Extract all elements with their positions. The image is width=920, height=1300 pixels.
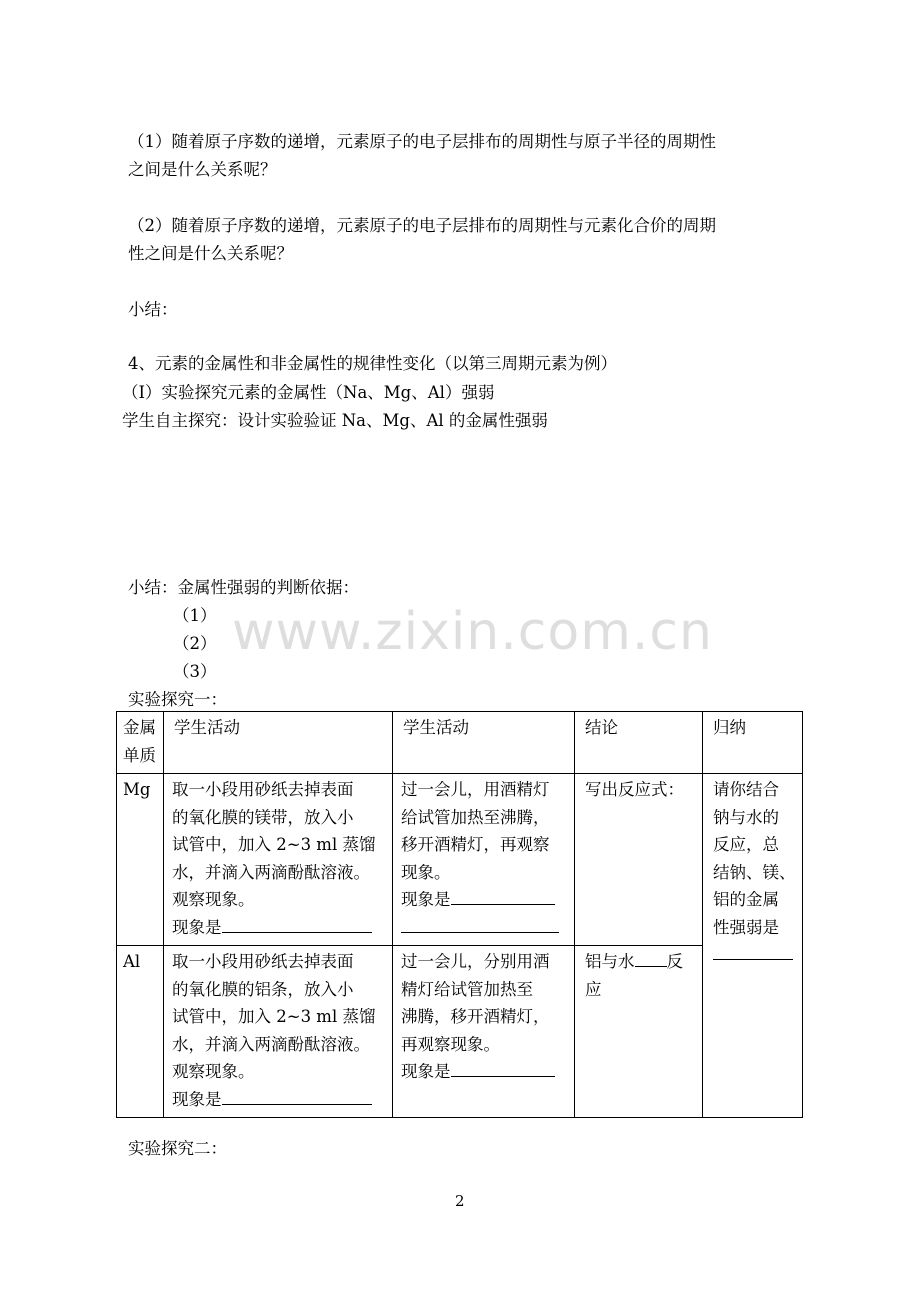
metal-cell: Mg xyxy=(117,774,164,946)
question-1-line-1: （1）随着原子序数的递增，元素原子的电子层排布的周期性与原子半径的周期性 xyxy=(128,132,716,151)
result-line xyxy=(401,1058,569,1086)
student-explore-text: 学生自主探究：设计实验验证 Na、Mg、Al 的金属性强弱 xyxy=(122,411,548,430)
criteria-item-1: （1） xyxy=(173,606,217,625)
answer-blank[interactable] xyxy=(635,948,667,967)
header-conclusion: 结论 xyxy=(575,712,703,774)
metal-cell: Al xyxy=(117,946,164,1118)
answer-blank[interactable] xyxy=(451,1058,555,1077)
result-label: 现象是 xyxy=(172,1089,222,1109)
activity-line: 观察现象。 xyxy=(172,890,255,909)
question-1-line-2: 之间是什么关系呢？ xyxy=(128,160,277,179)
result-line-extra xyxy=(401,914,569,942)
activity-line: 精灯给试管加热至 xyxy=(401,979,533,999)
summary-line: 钠与水的 xyxy=(713,807,779,827)
section-4-heading: 4、元素的金属性和非金属性的规律性变化（以第三周期元素为例） xyxy=(128,354,617,373)
activity-line: 给试管加热至沸腾， xyxy=(401,807,550,827)
summary-line: 性强弱是 xyxy=(713,917,779,937)
activity-line: 移开酒精灯，再观察 xyxy=(401,835,550,854)
summary-blank-line xyxy=(713,941,797,969)
criteria-item-3: （3） xyxy=(173,662,217,681)
answer-blank[interactable] xyxy=(222,1086,372,1105)
result-label: 现象是 xyxy=(401,1062,451,1081)
header-summary: 归纳 xyxy=(703,712,803,774)
activity-line: 再观察现象。 xyxy=(401,1034,500,1054)
summary-cell xyxy=(703,774,803,1118)
question-2-line-2: 性之间是什么关系呢？ xyxy=(128,244,293,263)
experiment-2-title: 实验探究二： xyxy=(128,1139,227,1158)
activity-line: 观察现象。 xyxy=(172,1062,255,1081)
part-1-heading: （Ⅰ）实验探究元素的金属性（Na、Mg、Al）强弱 xyxy=(122,383,495,402)
result-line xyxy=(401,886,569,914)
activity-line: 试管中，加入 2~3 ml 蒸馏 xyxy=(172,1007,376,1026)
experiment-table xyxy=(116,711,803,1118)
table-row xyxy=(117,946,803,1118)
activity-2-cell xyxy=(393,774,575,946)
summary-criteria-label: 小结：金属性强弱的判断依据： xyxy=(128,578,359,597)
activity-line: 水，并滴入两滴酚酞溶液。 xyxy=(172,1034,370,1054)
question-2-line-1: （2）随着原子序数的递增，元素原子的电子层排布的周期性与元素化合价的周期 xyxy=(128,216,716,235)
activity-line: 过一会儿，用酒精灯 xyxy=(401,780,550,799)
activity-1-cell xyxy=(164,946,393,1118)
header-metal: 金属 单质 xyxy=(117,712,164,774)
experiment-1-title: 实验探究一： xyxy=(128,690,227,709)
answer-blank[interactable] xyxy=(713,941,793,960)
summary-line: 结钠、镁、 xyxy=(713,862,796,882)
header-activity-2: 学生活动 xyxy=(393,712,575,774)
answer-blank[interactable] xyxy=(222,914,372,933)
criteria-item-2: （2） xyxy=(173,634,217,653)
activity-line: 试管中，加入 2~3 ml 蒸馏 xyxy=(172,835,376,854)
activity-1-cell xyxy=(164,774,393,946)
result-line xyxy=(172,914,387,942)
activity-line: 沸腾，移开酒精灯， xyxy=(401,1007,550,1026)
activity-2-cell xyxy=(393,946,575,1118)
header-activity-1: 学生活动 xyxy=(164,712,393,774)
activity-line: 的氧化膜的镁带，放入小 xyxy=(172,807,354,827)
activity-line: 取一小段用砂纸去掉表面 xyxy=(172,952,354,971)
result-label: 现象是 xyxy=(172,917,222,937)
summary-line: 请你结合 xyxy=(713,780,779,799)
page-number: 2 xyxy=(455,1192,465,1210)
summary-line: 铝的金属 xyxy=(713,890,779,909)
summary-label: 小结： xyxy=(128,300,178,319)
conclusion-line: 应 xyxy=(585,979,602,999)
conclusion-text: 反 xyxy=(666,952,683,971)
watermark: www.zixin.com.cn xyxy=(232,602,713,662)
conclusion-line xyxy=(585,948,697,976)
result-label: 现象是 xyxy=(401,890,451,909)
answer-blank[interactable] xyxy=(401,914,559,933)
table-row xyxy=(117,774,803,946)
conclusion-text: 铝与水 xyxy=(585,952,635,971)
activity-line: 水，并滴入两滴酚酞溶液。 xyxy=(172,862,370,882)
answer-blank[interactable] xyxy=(451,886,555,905)
activity-line: 现象。 xyxy=(401,862,451,882)
activity-line: 取一小段用砂纸去掉表面 xyxy=(172,780,354,799)
conclusion-cell xyxy=(575,946,703,1118)
table-header-row xyxy=(117,712,803,774)
result-line xyxy=(172,1086,387,1114)
conclusion-cell: 写出反应式： xyxy=(575,774,703,946)
summary-line: 反应，总 xyxy=(713,835,779,854)
activity-line: 的氧化膜的铝条，放入小 xyxy=(172,979,354,999)
activity-line: 过一会儿，分别用酒 xyxy=(401,952,550,971)
